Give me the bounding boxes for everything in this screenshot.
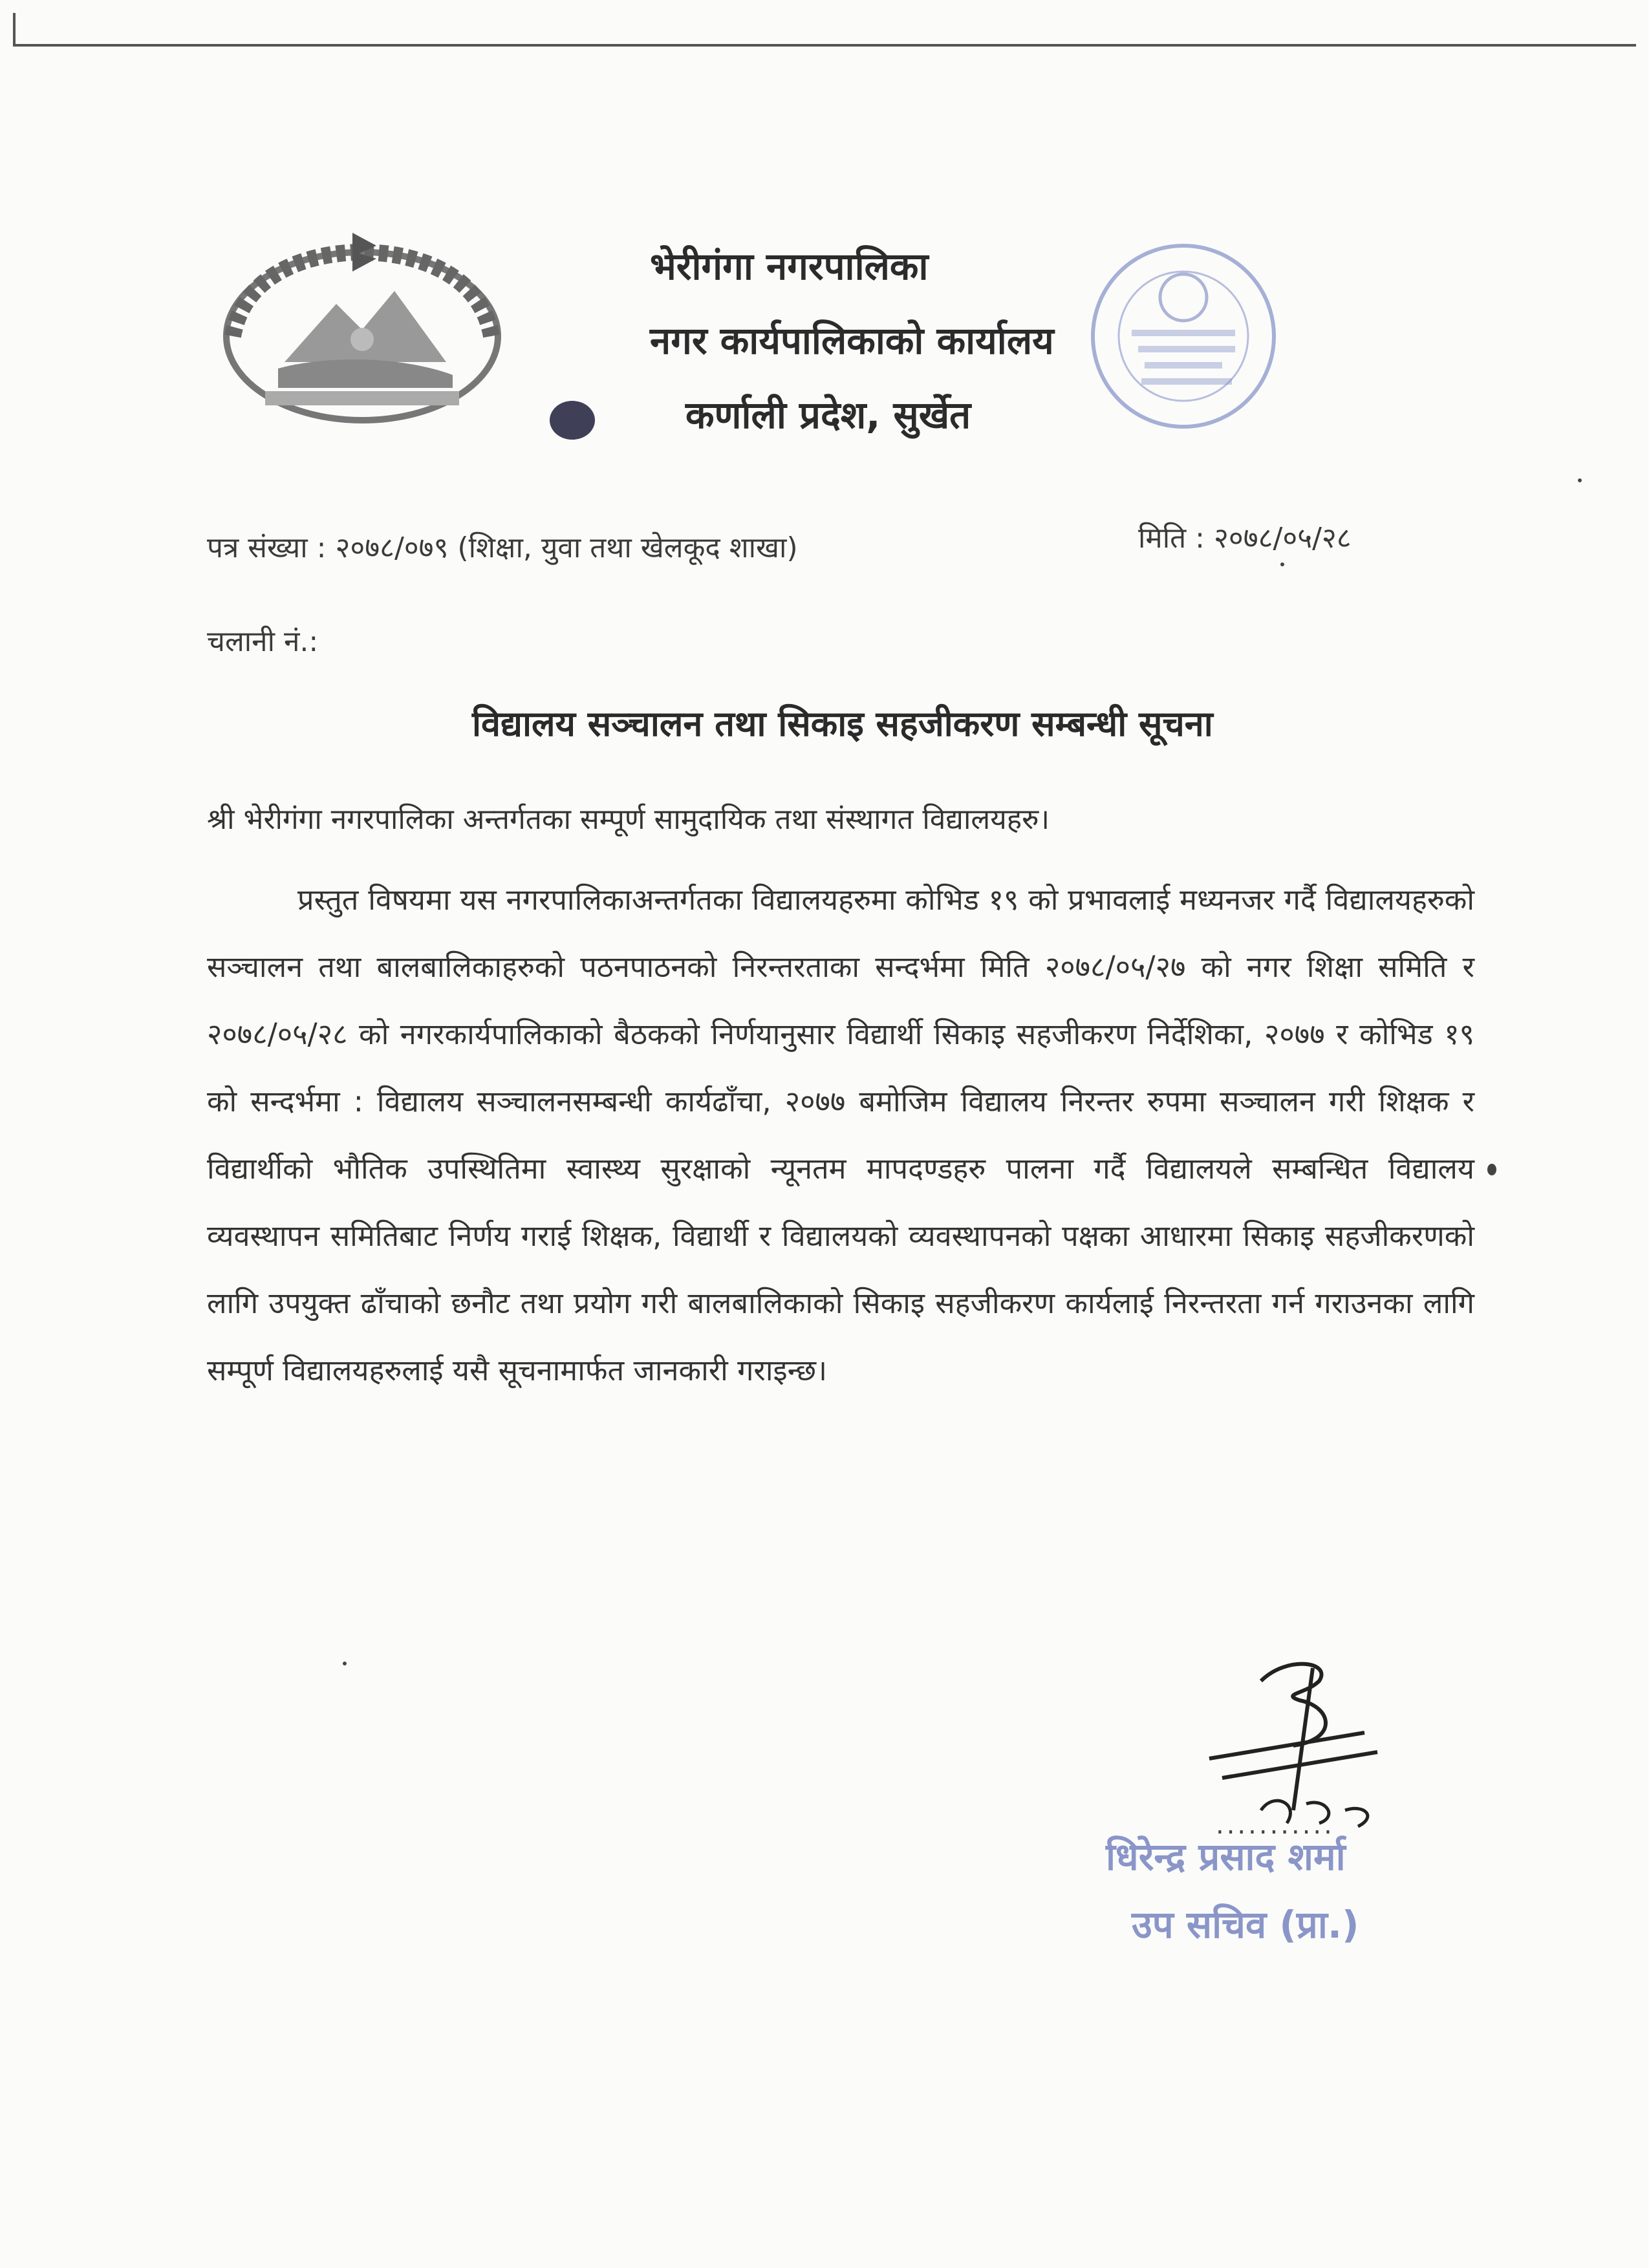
office-address: कर्णाली प्रदेश, सुर्खेत <box>685 393 971 437</box>
office-name: भेरीगंगा नगरपालिका <box>650 244 929 288</box>
nepal-emblem-icon <box>207 226 517 433</box>
letter-date: मिति : २०७८/०५/२८ <box>1138 522 1352 555</box>
notice-subject: विद्यालय सञ्चालन तथा सिकाइ सहजीकरण सम्बन्धी सूचना <box>472 703 1213 744</box>
scan-speck <box>1578 478 1582 482</box>
scan-edge <box>13 44 1636 47</box>
signature-line: ........... <box>1216 1810 1335 1840</box>
scan-edge <box>13 13 16 47</box>
scan-speck <box>343 1662 347 1665</box>
addressee: श्री भेरीगंगा नगरपालिका अन्तर्गतका सम्पूर्ण सामुदायिक तथा संस्थागत विद्यालयहरु। <box>207 803 1050 836</box>
office-stamp-icon <box>1073 233 1293 440</box>
scan-speck <box>1487 1164 1496 1175</box>
scan-speck <box>1280 562 1284 566</box>
signatory-name: धिरेन्द्र प्रसाद शर्मा <box>1106 1835 1346 1879</box>
signatory-title: उप सचिव (प्रा.) <box>1132 1903 1359 1947</box>
letter-number: पत्र संख्या : २०७८/०७९ (शिक्षा, युवा तथा खेलकूद शाखा) <box>207 531 798 564</box>
office-subtitle: नगर कार्यपालिकाको कार्यालय <box>650 319 1054 363</box>
dispatch-number: चलानी नं.: <box>207 625 319 658</box>
ink-blot <box>550 401 595 440</box>
notice-body: प्रस्तुत विषयमा यस नगरपालिकाअन्तर्गतका विद्यालयहरुमा कोभिड १९ को प्रभावलाई मध्यनजर गर्दै विद्यालयहरुको सञ्चालन तथा बालबालिकाहरुको पठनपाठनको निरन्तरताका सन्दर्भमा मिति २०७८/०५/२७ को नगर शिक्षा समिति र २०७८/०५/२८ को नगरकार्यपालिकाको बैठकको निर्णयानुसार विद्यार्थी सिकाइ सहजीकरण निर्देशिका, २०७७ र कोभिड १९ को सन्दर्भमा : विद्यालय सञ्चालनसम्बन्धी कार्यढाँचा, २०७७ बमोजिम विद्यालय निरन्तर रुपमा सञ्चालन गरी शिक्षक र विद्यार्थीको भौतिक उपस्थितिमा स्वास्थ्य सुरक्षाको न्यूनतम मापदण्डहरु पालना गर्दै विद्यालयले सम्बन्धित विद्यालय व्यवस्थापन समितिबाट निर्णय गराई शिक्षक, विद्यार्थी र विद्यालयको व्यवस्थापनको पक्षका आधारमा सिकाइ सहजीकरणको लागि उपयुक्त ढाँचाको छनौट तथा प्रयोग गरी बालबालिकाको सिकाइ सहजीकरण कार्यलाई निरन्तरता गर्न गराउनका लागि सम्पूर्ण विद्यालयहरुलाई यसै सूचनामार्फत जानकारी गराइन्छ। <box>207 883 1474 1387</box>
